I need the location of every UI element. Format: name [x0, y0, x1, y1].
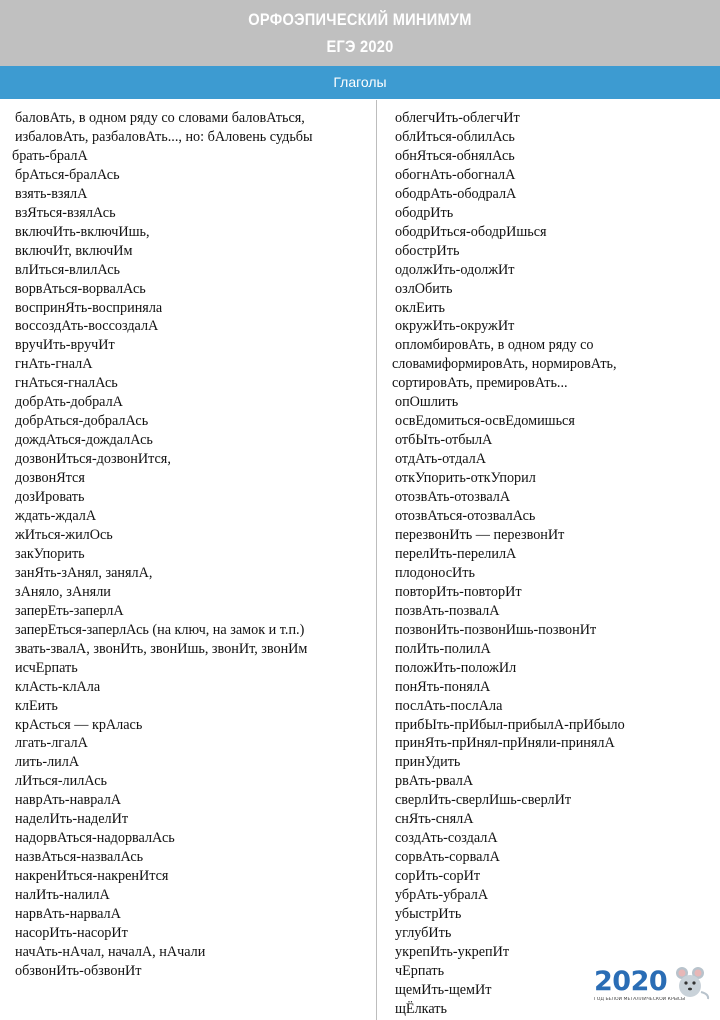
word-entry: занЯть-зАнял, занялА, [15, 564, 153, 581]
word-entry: щемИть-щемИт [395, 981, 492, 998]
word-entry: нарвАть-нарвалА [15, 906, 121, 923]
word-entry: добрАться-добралАсь [15, 413, 149, 430]
word-entry: щЁлкать [395, 1000, 447, 1017]
word-entry: обострИть [395, 242, 460, 259]
page-header [0, 0, 720, 66]
word-entry: убрАть-убралА [395, 887, 489, 904]
word-entry: озлОбить [395, 280, 453, 297]
word-entry: убыстрИть [395, 906, 462, 923]
word-entry: обогнАть-обогналА [395, 166, 516, 183]
word-entry: понЯть-понялА [395, 678, 491, 695]
word-entry: прибЫть-прИбыл-прибылА-прИбыло [395, 716, 625, 733]
word-entry: начАть-нАчал, началА, нАчали [15, 943, 206, 960]
word-entry: воспринЯть-восприняла [15, 299, 163, 316]
year-logo [592, 966, 714, 1012]
word-entry: принУдить [395, 754, 461, 771]
word-entry: жИться-жилОсь [15, 526, 113, 543]
word-entry: облИться-облилАсь [395, 128, 515, 145]
word-entry: взЯться-взялАсь [15, 204, 116, 221]
word-entry: повторИть-повторИт [395, 583, 522, 600]
word-entry: назвАться-назвалАсь [15, 849, 144, 866]
word-entry: ободрИться-ободрИшься [395, 223, 547, 240]
word-entry: плодоносИть [395, 564, 475, 581]
word-entry: позвонИть-позвонИшь-позвонИт [395, 621, 597, 638]
word-entry: окружИть-окружИт [395, 318, 515, 335]
word-entry: воссоздАть-воссоздалА [15, 318, 159, 335]
word-entry: обзвонИть-обзвонИт [15, 962, 142, 979]
word-entry: влИться-влилАсь [15, 261, 120, 278]
page-title: ОРФОЭПИЧЕСКИЙ МИНИМУМ [248, 10, 472, 29]
logo-caption: ГОД БЕЛОЙ МЕТАЛЛИЧЕСКОЙ КРЫСЫ [594, 997, 686, 1002]
word-entry: одолжИть-одолжИт [395, 261, 515, 278]
word-entry: перелИть-перелилА [395, 545, 517, 562]
word-entry: отбЫть-отбылА [395, 432, 493, 449]
word-entry: гнАться-гналАсь [15, 375, 118, 392]
word-entry: лгать-лгалА [15, 735, 88, 752]
word-entry: положИть-положИл [395, 659, 517, 676]
word-entry: отозвАть-отозвалА [395, 489, 511, 506]
column-divider [376, 100, 377, 1020]
word-entry: облегчИть-облегчИт [395, 110, 520, 126]
word-entry: оклЕить [395, 299, 445, 316]
word-entry: отдАть-отдалА [395, 451, 486, 468]
word-entry: лить-лилА [15, 754, 80, 771]
word-entry: накренИться-накренИтся [15, 868, 169, 885]
word-entry: добрАть-добралА [15, 394, 123, 411]
word-entry: клЕить [15, 697, 58, 714]
word-entry: укрепИть-укрепИт [395, 943, 510, 960]
word-entry: ободрИть [395, 204, 454, 221]
word-entry: перезвонИть — перезвонИт [395, 526, 565, 543]
right-column [392, 109, 718, 1019]
word-entry: ждать-ждалА [15, 508, 97, 525]
word-entry: обнЯться-обнялАсь [395, 147, 515, 164]
section-title: Глаголы [0, 66, 720, 99]
word-entry: закУпорить [15, 545, 85, 562]
word-entry: включИт, включИм [15, 242, 133, 259]
word-entry: дождАться-дождалАсь [15, 432, 153, 449]
word-entry: зАняло, зАняли [15, 583, 111, 600]
word-entry: словамиформировАть, нормировАть, [392, 356, 617, 373]
word-entry: наврАть-навралА [15, 792, 122, 809]
word-entry: полИть-полилА [395, 640, 491, 657]
word-entry: снЯть-снялА [395, 811, 474, 828]
word-entry: сортировАть, премировАть... [392, 375, 568, 392]
word-entry: вручИть-вручИт [15, 337, 115, 354]
word-entry: исчЕрпать [15, 659, 78, 676]
word-entry: дозвонЯтся [15, 470, 85, 487]
word-entry: дозвонИться-дозвонИтся, [15, 451, 171, 468]
word-entry: принЯть-прИнял-прИняли-принялА [395, 735, 615, 752]
word-entry: заперЕться-заперлАсь (на ключ, на замок и т.п.) [15, 621, 305, 638]
word-entry: надорвАться-надорвалАсь [15, 830, 175, 847]
word-entry: углубИть [395, 924, 452, 941]
word-entry: гнАть-гналА [15, 356, 93, 373]
word-entry: опОшлить [395, 394, 459, 411]
word-entry: баловАть, в одном ряду со словами баловАться, [15, 110, 305, 126]
word-entry: заперЕть-заперлА [15, 602, 124, 619]
rat-icon [672, 966, 712, 1000]
word-entry: опломбировАть, в одном ряду со [395, 337, 594, 354]
word-entry: дозИровать [15, 489, 85, 506]
word-entry: налИть-налилА [15, 887, 110, 904]
word-entry: звать-звалА, звонИть, звонИшь, звонИт, звонИм [15, 640, 308, 657]
page-subtitle: ЕГЭ 2020 [326, 37, 394, 56]
word-entry: чЕрпать [395, 962, 445, 979]
word-entry: отозвАться-отозвалАсь [395, 508, 536, 525]
word-entry: ворвАться-ворвалАсь [15, 280, 146, 297]
word-entry: ободрАть-ободралА [395, 185, 517, 202]
word-entry: сорИть-сорИт [395, 868, 481, 885]
word-entry: наделИть-наделИт [15, 811, 129, 828]
word-entry: брать-бралА [12, 147, 88, 164]
word-entry: включИть-включИшь, [15, 223, 150, 240]
left-column [12, 109, 376, 981]
word-entry: избаловАть, разбаловАть..., но: бАловень судьбы [15, 128, 313, 145]
word-entry: взять-взялА [15, 185, 88, 202]
word-entry: сверлИть-сверлИшь-сверлИт [395, 792, 572, 809]
word-entry: послАть-послАла [395, 697, 503, 714]
word-entry: брАться-бралАсь [15, 166, 120, 183]
word-entry: освЕдомиться-освЕдомишься [395, 413, 575, 430]
word-entry: позвАть-позвалА [395, 602, 500, 619]
word-entry: рвАть-рвалА [395, 773, 474, 790]
word-entry: откУпорить-откУпорил [395, 470, 536, 487]
word-entry: лИться-лилАсь [15, 773, 107, 790]
word-entry: клАсть-клАла [15, 678, 101, 695]
logo-number: 2020 [594, 966, 668, 997]
word-entry: сорвАть-сорвалА [395, 849, 500, 866]
word-entry: насорИть-насорИт [15, 924, 128, 941]
word-entry: крАсться — крАлась [15, 716, 143, 733]
word-entry: создАть-создалА [395, 830, 498, 847]
